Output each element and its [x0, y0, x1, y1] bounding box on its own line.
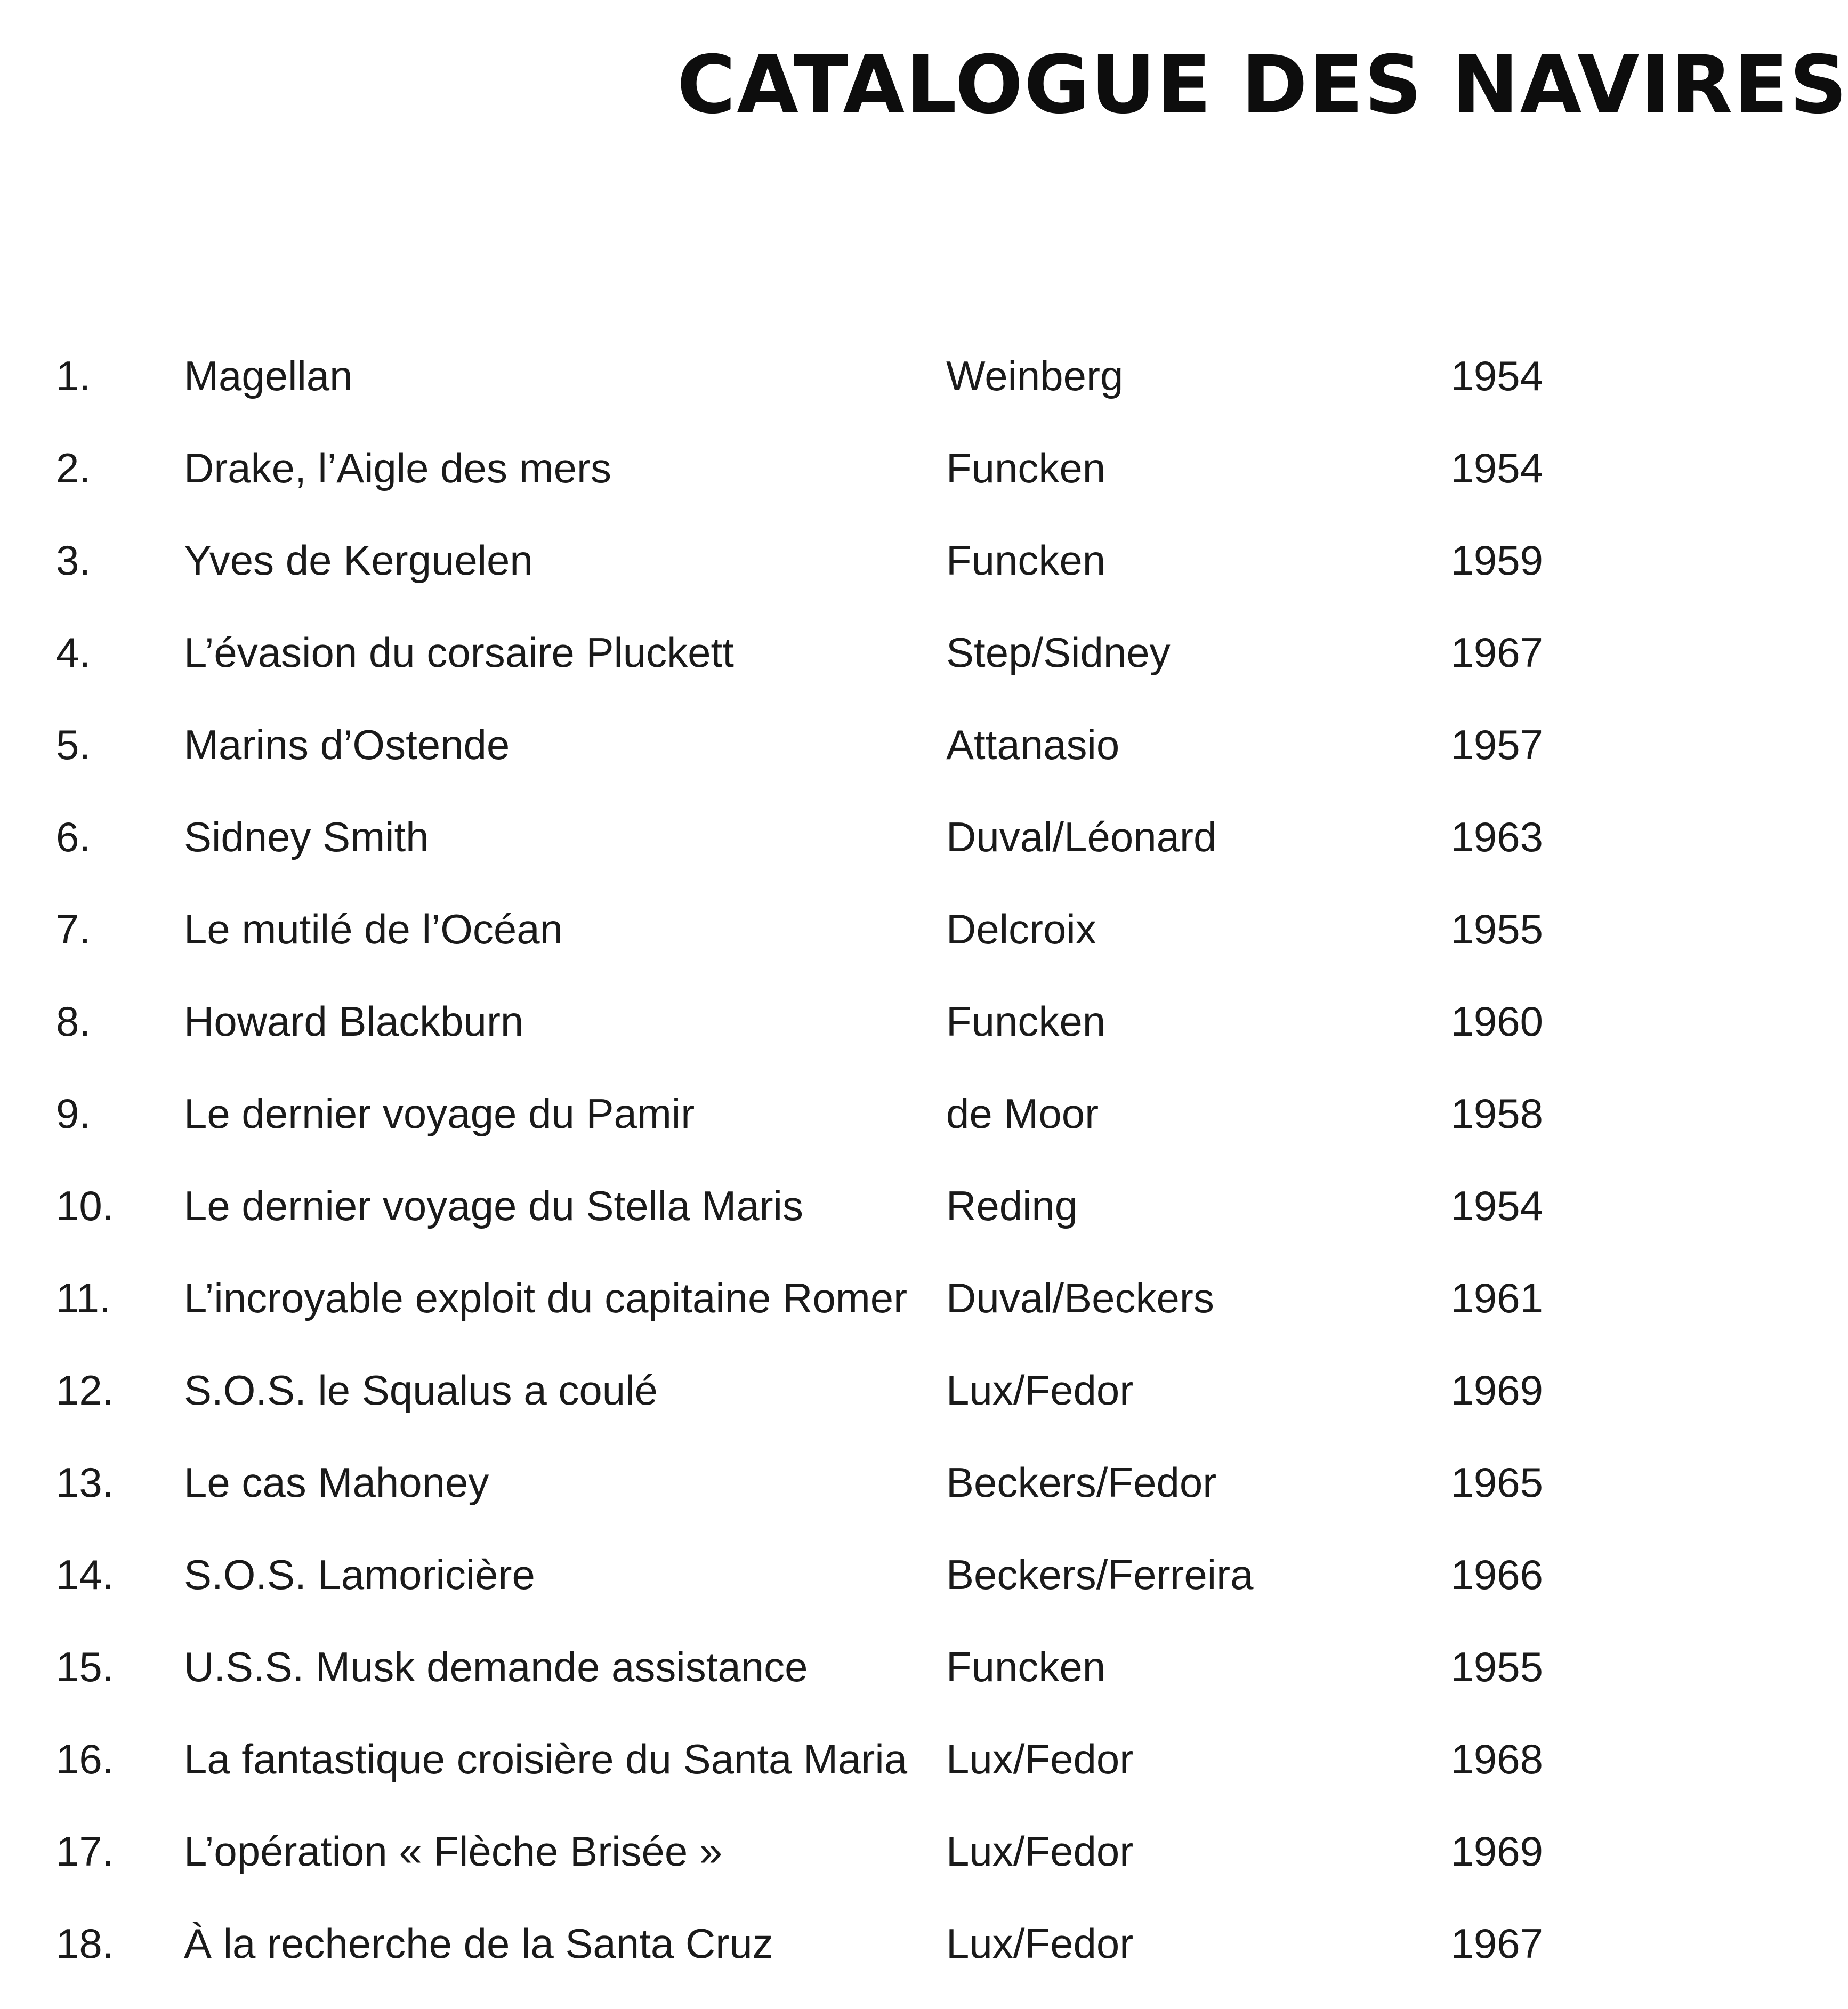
entry-year: 1958 [1450, 1090, 1543, 1137]
catalogue-row [0, 995, 1650, 1087]
entry-author: Lux/Fedor [946, 1828, 1134, 1875]
entry-year: 1954 [1450, 445, 1543, 491]
entry-number: 2. [56, 445, 91, 491]
entry-year: 1968 [1450, 1736, 1543, 1782]
entry-title: À la recherche de la Santa Cruz [184, 1920, 773, 1967]
entry-number: 11. [56, 1274, 111, 1321]
entry-number: 3. [56, 537, 91, 584]
entry-title: Le dernier voyage du Stella Maris [184, 1182, 803, 1229]
entry-year: 1966 [1450, 1551, 1543, 1598]
entry-number: 13. [56, 1459, 114, 1506]
entry-number: 1. [56, 352, 91, 399]
entry-year: 1955 [1450, 1643, 1543, 1690]
entry-title: L’opération « Flèche Brisée » [184, 1828, 723, 1875]
entry-title: U.S.S. Musk demande assistance [184, 1643, 808, 1690]
entry-number: 14. [56, 1551, 114, 1598]
entry-author: Attanasio [946, 721, 1120, 768]
entry-title: Magellan [184, 352, 353, 399]
entry-number: 9. [56, 1090, 91, 1137]
entry-year: 1960 [1450, 998, 1543, 1045]
entry-title: Drake, l’Aigle des mers [184, 445, 611, 491]
entry-number: 4. [56, 629, 91, 676]
catalogue-row [0, 1917, 1650, 2009]
entry-number: 16. [56, 1736, 114, 1782]
entry-author: Reding [946, 1182, 1078, 1229]
entry-year: 1961 [1450, 1274, 1543, 1321]
entry-title: S.O.S. le Squalus a coulé [184, 1367, 658, 1414]
entry-title: Yves de Kerguelen [184, 537, 533, 584]
entry-author: Weinberg [946, 352, 1124, 399]
entry-year: 1954 [1450, 352, 1543, 399]
catalogue-row [0, 1825, 1650, 1917]
entry-year: 1954 [1450, 1182, 1543, 1229]
entry-author: Lux/Fedor [946, 1367, 1134, 1414]
catalogue-row [0, 1548, 1650, 1640]
catalogue-row [0, 349, 1650, 441]
entry-year: 1967 [1450, 629, 1543, 676]
catalogue-row [0, 1640, 1650, 1732]
entry-year: 1955 [1450, 906, 1543, 953]
entry-title: Le cas Mahoney [184, 1459, 489, 1506]
entry-author: Duval/Beckers [946, 1274, 1214, 1321]
entry-author: Step/Sidney [946, 629, 1171, 676]
catalogue-row [0, 718, 1650, 810]
entry-author: Funcken [946, 1643, 1106, 1690]
catalogue-row [0, 1732, 1650, 1825]
entry-title: La fantastique croisière du Santa Maria [184, 1736, 908, 1782]
catalogue-row [0, 1456, 1650, 1548]
catalogue-list [0, 349, 1650, 2009]
entry-title: Marins d’Ostende [184, 721, 510, 768]
entry-author: Beckers/Ferreira [946, 1551, 1254, 1598]
entry-year: 1965 [1450, 1459, 1543, 1506]
entry-number: 15. [56, 1643, 114, 1690]
catalogue-row [0, 1363, 1650, 1456]
entry-title: Le mutilé de l’Océan [184, 906, 563, 953]
entry-title: Le dernier voyage du Pamir [184, 1090, 695, 1137]
entry-year: 1963 [1450, 813, 1543, 860]
entry-year: 1969 [1450, 1828, 1543, 1875]
entry-year: 1969 [1450, 1367, 1543, 1414]
entry-number: 18. [56, 1920, 114, 1967]
entry-number: 17. [56, 1828, 114, 1875]
entry-author: Funcken [946, 998, 1106, 1045]
entry-author: de Moor [946, 1090, 1099, 1137]
entry-author: Duval/Léonard [946, 813, 1217, 860]
entry-number: 5. [56, 721, 91, 768]
entry-year: 1959 [1450, 537, 1543, 584]
entry-number: 7. [56, 906, 91, 953]
catalogue-row [0, 1179, 1650, 1271]
entry-title: Howard Blackburn [184, 998, 524, 1045]
entry-number: 10. [56, 1182, 114, 1229]
entry-author: Funcken [946, 445, 1106, 491]
catalogue-row [0, 626, 1650, 718]
catalogue-row [0, 1087, 1650, 1179]
entry-author: Funcken [946, 537, 1106, 584]
entry-title: Sidney Smith [184, 813, 429, 860]
entry-title: S.O.S. Lamoricière [184, 1551, 535, 1598]
entry-year: 1957 [1450, 721, 1543, 768]
entry-year: 1967 [1450, 1920, 1543, 1967]
entry-author: Lux/Fedor [946, 1920, 1134, 1967]
page-title: CATALOGUE DES NAVIRES [677, 39, 1848, 132]
catalogue-row [0, 534, 1650, 626]
entry-title: L’incroyable exploit du capitaine Romer [184, 1274, 908, 1321]
entry-title: L’évasion du corsaire Pluckett [184, 629, 734, 676]
entry-author: Lux/Fedor [946, 1736, 1134, 1782]
entry-author: Beckers/Fedor [946, 1459, 1217, 1506]
entry-number: 8. [56, 998, 91, 1045]
entry-number: 12. [56, 1367, 114, 1414]
catalogue-row [0, 810, 1650, 902]
entry-number: 6. [56, 813, 91, 860]
catalogue-row [0, 902, 1650, 995]
entry-author: Delcroix [946, 906, 1096, 953]
catalogue-row [0, 1271, 1650, 1363]
catalogue-row [0, 441, 1650, 534]
